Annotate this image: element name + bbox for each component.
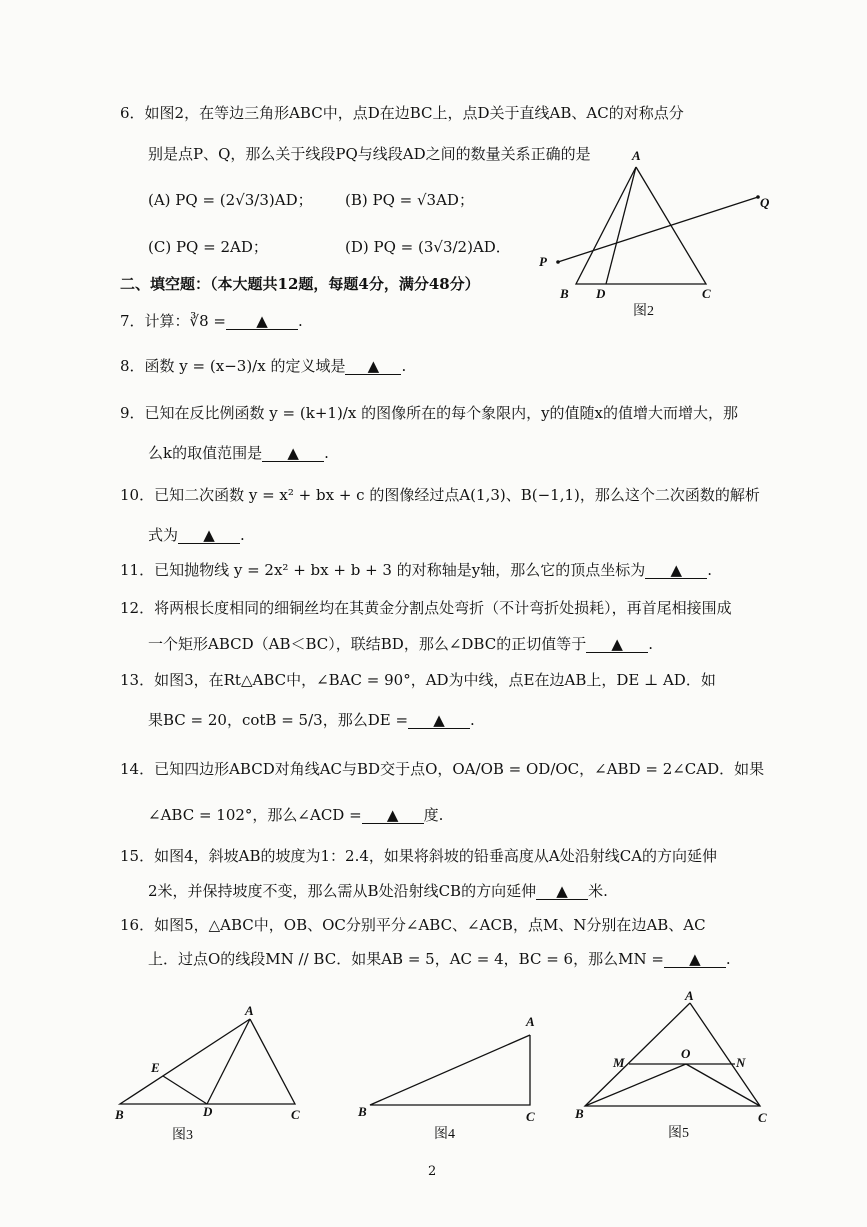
fig4-caption: 图4 [434,1127,455,1142]
q7: 7．计算：∛8 = ▲ . [120,312,303,330]
answer-blank: ▲ [408,713,470,729]
q6-line2: 别是点P、Q，那么关于线段PQ与线段AD之间的数量关系正确的是 [148,145,591,163]
q14-line1: 14．已知四边形ABCD对角线AC与BD交于点O，OA/OB = OD/OC，∠ABD = 2∠CAD．如果 [120,760,765,778]
q9-line2: 么k的取值范围是 ▲ . [148,444,329,462]
fig4-label-c: C [526,1109,535,1124]
q15-line1: 15．如图4，斜坡AB的坡度为1：2.4，如果将斜坡的铅垂高度从A处沿射线CA的方向延伸 [120,847,718,865]
figure-2 [530,145,790,325]
q13-line2: 果BC = 20，cotB = 5/3，那么DE = ▲ . [148,711,475,729]
figure-4 [350,1010,550,1145]
q14-line2: ∠ABC = 102°，那么∠ACD = ▲ 度. [148,806,444,824]
q12-line2: 一个矩形ABCD（AB＜BC），联结BD，那么∠DBC的正切值等于 ▲ . [148,635,653,653]
q6-line1: 6．如图2，在等边三角形ABC中，点D在边BC上，点D关于直线AB、AC的对称点分 [120,104,684,122]
figure-5 [570,988,780,1148]
answer-blank: ▲ [178,528,240,544]
q12-line1: 12．将两根长度相同的细铜丝均在其黄金分割点处弯折（不计弯折处损耗），再首尾相接围成 [120,599,732,617]
answer-blank: ▲ [664,952,726,968]
fig3-label-d: D [203,1104,213,1119]
fig5-label-c: C [758,1110,767,1125]
answer-blank: ▲ [362,808,424,824]
fig5-label-m: M [613,1055,625,1070]
fig5-label-b: B [575,1106,584,1121]
q6-option-b: (B) PQ = √3AD； [345,191,474,209]
fig4-label-a: A [526,1014,535,1029]
q8: 8．函数 y = (x−3)/x 的定义域是 ▲ . [120,357,407,375]
fig5-caption: 图5 [668,1126,689,1141]
fig3-label-a: A [245,1003,254,1018]
fig3-caption: 图3 [172,1128,193,1143]
fig5-label-a: A [685,988,694,1003]
fig5-label-o: O [681,1046,691,1061]
q9-line1: 9．已知在反比例函数 y = (k+1)/x 的图像所在的每个象限内，y的值随x的值增大而增大，那 [120,404,739,422]
answer-blank: ▲ [345,359,401,375]
answer-blank: ▲ [536,884,588,900]
fig2-caption: 图2 [633,304,654,319]
page-number: 2 [428,1164,437,1179]
q6-option-c: (C) PQ = 2AD； [148,238,268,256]
fig3-label-e: E [151,1060,160,1075]
fig2-label-q: Q [760,195,770,210]
q10-line2: 式为 ▲ . [148,526,245,544]
answer-blank: ▲ [586,637,648,653]
fig2-label-a: A [632,148,641,163]
fig5-label-n: N [736,1055,746,1070]
q16-line1: 16．如图5，△ABC中，OB、OC分别平分∠ABC、∠ACB，点M、N分别在边AB、AC [120,916,706,934]
fig2-label-b: B [560,286,569,301]
q15-line2: 2米，并保持坡度不变，那么需从B处沿射线CB的方向延伸 ▲ 米. [148,882,608,900]
q10-line1: 10．已知二次函数 y = x² + bx + c 的图像经过点A(1,3)、B(−1,1)，那么这个二次函数的解析 [120,486,760,504]
fig3-label-c: C [291,1107,300,1122]
answer-blank: ▲ [226,314,298,330]
fig2-label-p: P [539,254,547,269]
fig3-label-b: B [115,1107,124,1122]
figure-3 [110,1005,310,1145]
q11: 11．已知抛物线 y = 2x² + bx + b + 3 的对称轴是y轴，那么它的顶点坐标为 ▲ . [120,561,712,579]
section-title: 二、填空题：（本大题共12题，每题4分，满分48分） [120,275,480,293]
q13-line1: 13．如图3，在Rt△ABC中，∠BAC = 90°，AD为中线，点E在边AB上，DE ⊥ AD．如 [120,671,716,689]
answer-blank: ▲ [645,563,707,579]
fig2-label-d: D [596,286,606,301]
q6-option-a: (A) PQ = (2√3/3)AD； [148,191,313,209]
answer-blank: ▲ [262,446,324,462]
fig4-label-b: B [358,1104,367,1119]
fig2-label-c: C [702,286,711,301]
q16-line2: 上．过点O的线段MN // BC．如果AB = 5，AC = 4，BC = 6，那么MN = ▲ . [148,950,731,968]
q6-option-d: (D) PQ = (3√3/2)AD． [345,238,511,256]
